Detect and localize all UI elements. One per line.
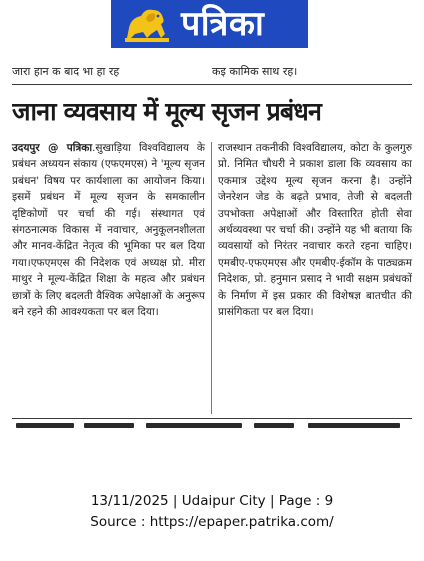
article-dateline: उदयपुर @ पत्रिका xyxy=(12,142,93,154)
cropped-heading-fragment xyxy=(84,423,134,428)
cropped-previous-article xyxy=(12,62,412,85)
article-headline: जाना व्यवसाय में मूल्य सृजन प्रबंधन xyxy=(12,97,322,126)
cropped-heading-fragment xyxy=(146,423,242,428)
cropped-next-heading xyxy=(12,418,412,429)
cropped-text-right: कइ कामिक साथ रह। xyxy=(212,65,298,78)
cropped-heading-fragment xyxy=(16,423,74,428)
newspaper-logo-text: पत्रिका xyxy=(181,4,265,44)
clipping-source: Source : https://epaper.patrika.com/ xyxy=(90,514,334,530)
masthead xyxy=(111,0,308,48)
clipping-date-info: 13/11/2025 | Udaipur City | Page : 9 xyxy=(90,493,334,509)
lion-emblem-icon xyxy=(121,4,173,44)
cropped-text-left: जारा हान क बाद भा हा रह xyxy=(12,65,120,78)
cropped-heading-fragment xyxy=(308,423,400,428)
article-column-left xyxy=(12,140,205,320)
cropped-heading-fragment xyxy=(254,423,294,428)
column-divider xyxy=(211,142,212,414)
article-column-right xyxy=(218,140,412,320)
article-right-body: राजस्थान तकनीकी विश्वविद्यालय, कोटा के कुलगुरु प्रो. निमित चौधरी ने प्रकाश डाला कि व्यवसाय का एकमात्र उद्देश्य मूल्य सृजन करना है। उन्होंने जेनरेशन जेड के बढ़ते प्रभाव, तेजी से बदलती उपभोक्ता अपेक्षाओं और विस्तारित होती सेवा अर्थव्यवस्था पर चर्चा की। उन्होंने यह भी बताया कि व्यवसायों को निरंतर नवाचार करते रहना चाहिए। एमबीए-एफएमएस और एमबीए-ईकॉम के पाठ्यक्रम निदेशक, प्रो. हनुमान प्रसाद ने भावी सक्षम प्रबंधकों के निर्माण में इस प्रकार की विशेषज्ञ बातचीत की प्रासंगिकता पर बल दिया। xyxy=(218,142,412,319)
article-left-body: .सुखाड़िया विश्वविद्यालय के प्रबंधन अध्ययन संकाय (एफएमएस) ने 'मूल्य सृजन प्रबंधन' विषय पर कार्यशाला का आयोजन किया। इसमें प्रबंधन में मूल्य सृजन के समकालीन दृष्टिकोणों पर चर्चा की गई। संस्थागत एवं संगठनात्मक विकास में नवाचार, अनुकूलनशीलता और मानव-केंद्रित नेतृत्व की भूमिका पर बल दिया गया।एफएमएस की निदेशक एवं अध्यक्ष प्रो. मीरा माथुर ने मूल्य-केंद्रित शिक्षा के महत्व और प्रबंधन छात्रों के लिए बदलती वैश्विक अपेक्षाओं के अनुरूप बने रहने की आवश्यकता पर बल दिया। xyxy=(12,142,205,319)
